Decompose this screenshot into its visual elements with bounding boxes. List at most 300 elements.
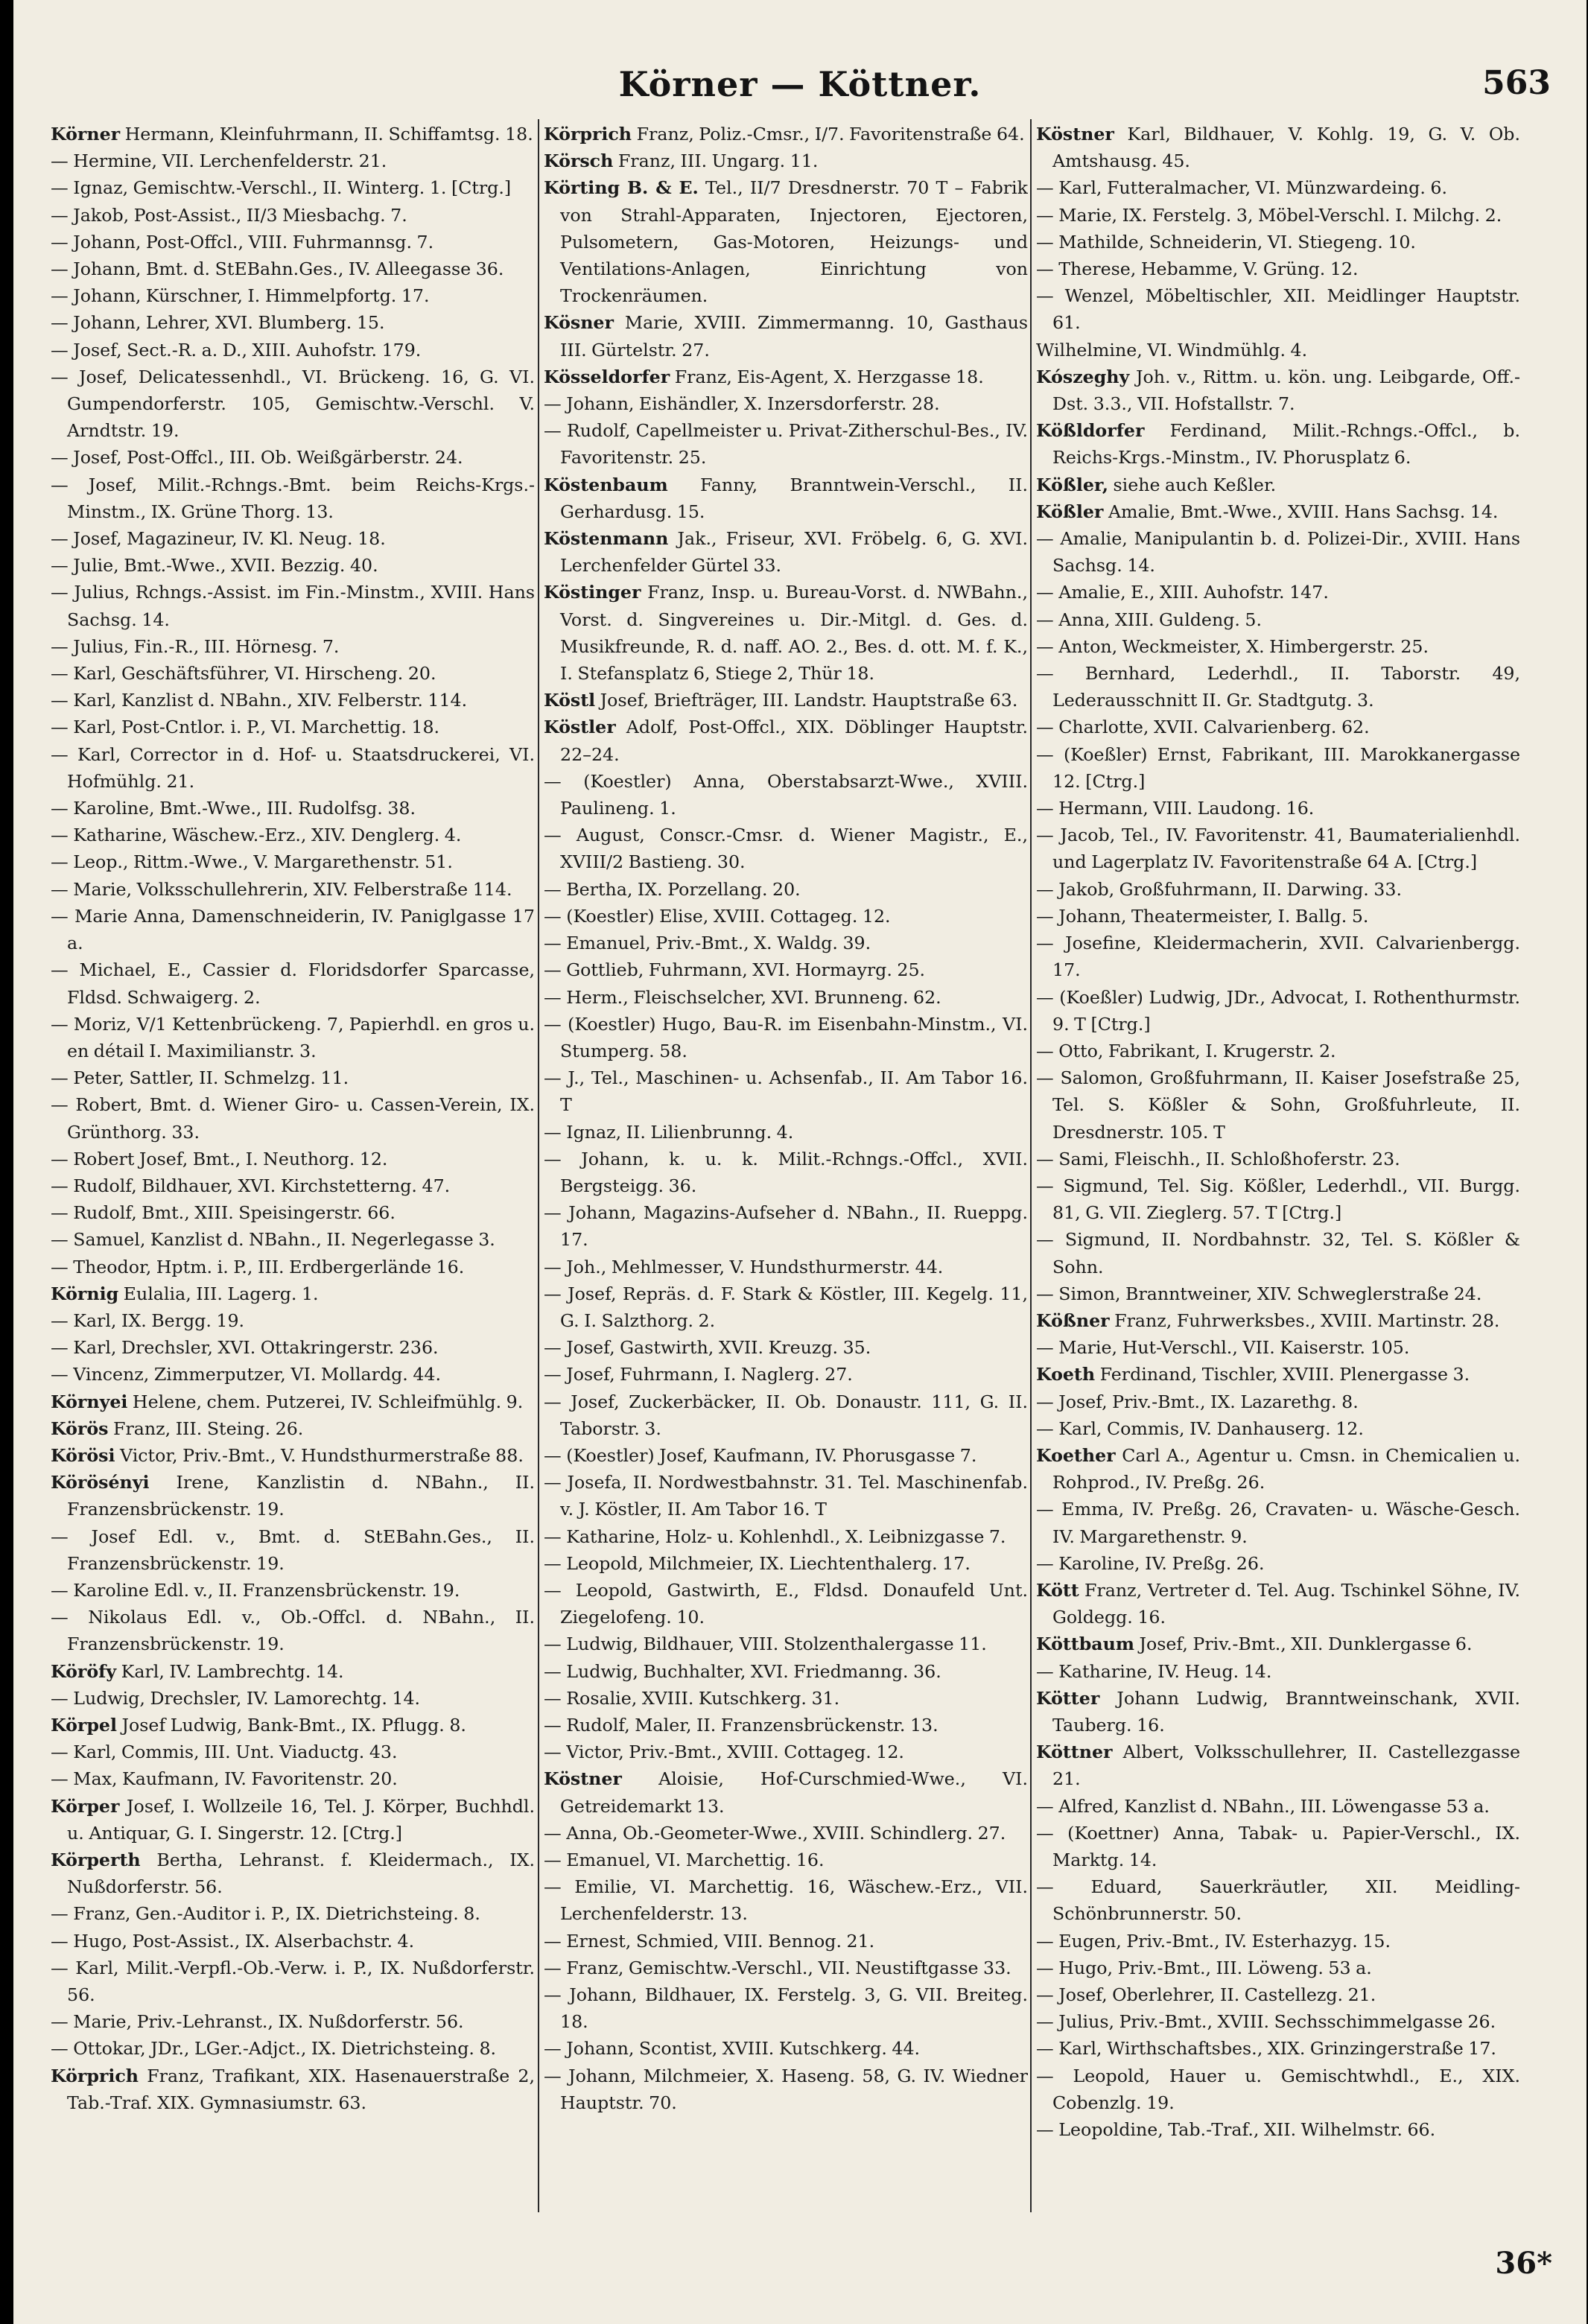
entry-text: Franz, Insp. u. Bureau-Vorst. d. NWBahn., Vorst. d. Singvereines u. Dir.-Mitgl. d. Ges. d. Musikfreunde, R. d. naff. AO. 2., Bes. d. ott. M. f. K., I. Stefansplatz 6, Stiege 2, Thür 18.	[560, 582, 1028, 685]
entry-text: — Rudolf, Maler, II. Franzensbrückenstr. 13.	[544, 1714, 938, 1736]
directory-entry	[51, 472, 535, 525]
entry-text: — Ottokar, JDr., LGer.-Adjct., IX. Dietrichsteing. 8.	[51, 2038, 497, 2060]
entry-text: — Sigmund, Tel. Sig. Kößler, Lederhdl., VII. Burgg. 81, G. VII. Zieglerg. 57. T [Ctrg.]	[1036, 1175, 1520, 1224]
entry-surname: Köstler	[544, 717, 616, 738]
entry-text: — Johann, Magazins-Aufseher d. NBahn., II. Rueppg. 17.	[544, 1202, 1028, 1251]
directory-entry	[1036, 472, 1520, 498]
entry-text: — Josef, Post-Offcl., III. Ob. Weißgärberstr. 24.	[51, 447, 463, 469]
entry-text: — Ernest, Schmied, VIII. Bennog. 21.	[544, 1930, 875, 1952]
entry-text: — Sami, Fleischh., II. Schloßhoferstr. 23.	[1036, 1148, 1400, 1169]
entry-text: — Leopold, Hauer u. Gemischtwhdl., E., XIX. Cobenzlg. 19.	[1036, 2065, 1520, 2113]
entry-text: — Karl, IX. Bergg. 19.	[51, 1309, 245, 1331]
directory-entry	[1036, 2116, 1520, 2143]
entry-text: — Bernhard, Lederhdl., II. Taborstr. 49, Lederausschnitt II. Gr. Stadtgutg. 3.	[1036, 663, 1520, 711]
directory-entry	[544, 2063, 1028, 2116]
directory-entry	[51, 822, 535, 848]
directory-entry	[544, 363, 1028, 390]
entry-surname: Körösi	[51, 1444, 115, 1466]
entry-text: Carl A., Agentur u. Cmsn. in Chemicalien u. Rohprod., IV. Preßg. 26.	[1052, 1444, 1520, 1493]
directory-entry	[544, 1011, 1028, 1064]
entry-text: Aloisie, Hof-Curschmied-Wwe., VI. Getreidemarkt 13.	[560, 1768, 1028, 1817]
entry-text: — Hermann, VIII. Laudong. 16.	[1036, 798, 1315, 819]
entry-text: — Leopoldine, Tab.-Traf., XII. Wilhelmstr. 66.	[1036, 2119, 1436, 2141]
entry-surname: Koether	[1036, 1444, 1116, 1466]
directory-entry	[544, 768, 1028, 822]
entry-text: Fanny, Branntwein-Verschl., II. Gerhardusg. 15.	[560, 474, 1028, 522]
entry-text: — (Koestler) Josef, Kaufmann, IV. Phorusgasse 7.	[544, 1444, 977, 1466]
entry-text: — Julie, Bmt.-Wwe., XVII. Bezzig. 40.	[51, 555, 378, 577]
directory-entry	[544, 1146, 1028, 1199]
entry-text: — Anton, Weckmeister, X. Himbergerstr. 25.	[1036, 635, 1429, 657]
directory-entry	[1036, 579, 1520, 606]
entry-surname: Körsch	[544, 150, 614, 172]
directory-entry	[51, 1334, 535, 1361]
entry-surname: Kött	[1036, 1579, 1079, 1601]
entry-surname: Kószeghy	[1036, 366, 1130, 387]
entry-text: — Max, Kaufmann, IV. Favoritenstr. 20.	[51, 1768, 398, 1790]
entry-text: — Karl, Milit.-Verpfl.-Ob.-Verw. i. P., IX. Nußdorferstr. 56.	[51, 1957, 535, 2006]
directory-entry	[51, 174, 535, 201]
entry-text: — Johann, Kürschner, I. Himmelpfortg. 17.	[51, 285, 430, 307]
directory-entry	[1036, 1631, 1520, 1657]
entry-text: — Josef, Delicatessenhdl., VI. Brückeng. 16, G. VI. Gumpendorferstr. 105, Gemischtw.-Verschl. V. Arndtstr. 19.	[51, 366, 535, 442]
entry-text: Wilhelmine, VI. Windmühlg. 4.	[1036, 339, 1308, 361]
directory-entry	[1036, 1820, 1520, 1873]
entry-text: — Ludwig, Buchhalter, XVI. Friedmanng. 36.	[544, 1660, 941, 1682]
entry-text: — Ludwig, Drechsler, IV. Lamorechtg. 14.	[51, 1687, 421, 1709]
entry-text: — Jakob, Post-Assist., II/3 Miesbachg. 7.	[51, 204, 407, 226]
entry-text: — Johann, Scontist, XVIII. Kutschkerg. 44.	[544, 2038, 921, 2060]
directory-entry	[544, 1847, 1028, 1873]
entry-text: — Herm., Fleischselcher, XVI. Brunneng. 62.	[544, 986, 941, 1008]
directory-entry	[544, 1334, 1028, 1361]
entry-text: Josef, Priv.-Bmt., XII. Dunklergasse 6.	[1134, 1634, 1473, 1655]
entry-surname: Köstl	[544, 690, 596, 711]
entry-text: — Bertha, IX. Porzellang. 20.	[544, 878, 801, 900]
directory-entry	[51, 1577, 535, 1604]
directory-entry	[544, 714, 1028, 767]
directory-entry	[544, 1254, 1028, 1280]
entry-text: Hermann, Kleinfuhrmann, II. Schiffamtsg. 18.	[120, 124, 533, 145]
entry-text: — Emilie, VI. Marchettig. 16, Wäschew.-Erz., VII. Lerchenfelderstr. 13.	[544, 1876, 1028, 1925]
entry-surname: Körprich	[544, 124, 632, 145]
directory-entry	[1036, 633, 1520, 660]
entry-text: Ferdinand, Milit.-Rchngs.-Offcl., b. Reichs-Krgs.-Minstm., IV. Phorusplatz 6.	[1052, 420, 1520, 469]
entry-text: — Hugo, Post-Assist., IX. Alserbachstr. 4.	[51, 1930, 415, 1952]
directory-entry	[1036, 1064, 1520, 1146]
entry-text: Josef, I. Wollzeile 16, Tel. J. Körper, Buchhdl. u. Antiquar, G. I. Singerstr. 12. [Ctrg.]	[67, 1795, 535, 1844]
entry-text: Franz, Trafikant, XIX. Hasenauerstraße 2, Tab.-Traf. XIX. Gymnasiumstr. 63.	[67, 2065, 535, 2113]
directory-entry	[51, 1146, 535, 1172]
entry-surname: Körner	[51, 124, 121, 145]
entry-text: — Therese, Hebamme, V. Grüng. 12.	[1036, 258, 1359, 280]
directory-entry	[544, 1388, 1028, 1442]
directory-entry	[51, 1900, 535, 1927]
entry-surname: Körpel	[51, 1714, 117, 1736]
directory-entry	[544, 1199, 1028, 1253]
entry-text: — Johann, Post-Offcl., VIII. Fuhrmannsg. 7.	[51, 231, 434, 253]
directory-entry	[1036, 498, 1520, 525]
entry-surname: Köstner	[544, 1768, 622, 1790]
entry-text: — Emma, IV. Preßg. 26, Cravaten- u. Wäsche-Gesch. IV. Margarethenstr. 9.	[1036, 1499, 1520, 1547]
entry-text: Karl, IV. Lambrechtg. 14.	[116, 1660, 344, 1682]
entry-text: — Nikolaus Edl. v., Ob.-Offcl. d. NBahn., II. Franzensbrückenstr. 19.	[51, 1607, 535, 1655]
entry-surname: Kösseldorfer	[544, 366, 670, 387]
entry-text: — Karl, Commis, IV. Danhauserg. 12.	[1036, 1417, 1364, 1439]
entry-surname: Körösényi	[51, 1472, 150, 1493]
directory-entry	[544, 1119, 1028, 1146]
directory-entry	[51, 795, 535, 822]
directory-entry	[1036, 1685, 1520, 1739]
entry-text: — Hermine, VII. Lerchenfelderstr. 21.	[51, 150, 387, 172]
entry-surname: Kößldorfer	[1036, 420, 1145, 442]
entry-surname: Körper	[51, 1795, 120, 1817]
directory-entry	[544, 1820, 1028, 1847]
directory-entry	[1036, 174, 1520, 201]
entry-text: — Samuel, Kanzlist d. NBahn., II. Negerlegasse 3.	[51, 1229, 495, 1251]
entry-text: Franz, III. Steing. 26.	[108, 1417, 304, 1439]
directory-entry	[1036, 1172, 1520, 1226]
entry-text: — Ignaz, II. Lilienbrunng. 4.	[544, 1121, 794, 1143]
directory-entry	[1036, 1955, 1520, 1981]
entry-text: — Rudolf, Capellmeister u. Privat-Zitherschul-Bes., IV. Favoritenstr. 25.	[544, 420, 1028, 469]
entry-text: — Robert Josef, Bmt., I. Neuthorg. 12.	[51, 1148, 388, 1169]
directory-entry	[544, 1361, 1028, 1388]
directory-entry	[1036, 2035, 1520, 2062]
directory-entry	[51, 1442, 535, 1469]
directory-entry	[1036, 255, 1520, 282]
entry-text: Josef, Briefträger, III. Landstr. Hauptstraße 63.	[595, 690, 1018, 711]
entry-text: — Simon, Branntweiner, XIV. Schweglerstraße 24.	[1036, 1283, 1482, 1304]
directory-entry	[1036, 1146, 1520, 1172]
directory-entry	[544, 1064, 1028, 1118]
directory-entry	[544, 174, 1028, 309]
directory-entry	[51, 2035, 535, 2062]
entry-text: — (Koestler) Hugo, Bau-R. im Eisenbahn-Minstm., VI. Stumperg. 58.	[544, 1013, 1028, 1061]
entry-surname: Körnig	[51, 1283, 119, 1304]
directory-entry	[51, 1847, 535, 1900]
entry-text: Bertha, Lehranst. f. Kleidermach., IX. Nußdorferstr. 56.	[67, 1850, 535, 1898]
entry-text: siehe auch Keßler.	[1108, 474, 1277, 495]
entry-surname: Környei	[51, 1391, 128, 1412]
directory-entry	[1036, 525, 1520, 579]
entry-text: Marie, XVIII. Zimmermanng. 10, Gasthaus III. Gürtelstr. 27.	[560, 312, 1028, 361]
entry-text: — (Koestler) Elise, XVIII. Cottageg. 12.	[544, 905, 891, 927]
directory-entry	[51, 282, 535, 309]
directory-entry	[1036, 1550, 1520, 1577]
directory-page	[13, 0, 1587, 2324]
directory-entry	[544, 1631, 1028, 1657]
entry-text: — Sigmund, II. Nordbahnstr. 32, Tel. S. Kößler & Sohn.	[1036, 1229, 1520, 1277]
entry-surname: Kößler	[1036, 501, 1104, 522]
entry-text: — Josef, Sect.-R. a. D., XIII. Auhofstr. 179.	[51, 339, 422, 361]
entry-text: — Josef, Fuhrmann, I. Naglerg. 27.	[544, 1364, 853, 1385]
entry-text: — Julius, Fin.-R., III. Hörnesg. 7.	[51, 635, 340, 657]
directory-entry	[51, 741, 535, 795]
directory-entry	[1036, 1658, 1520, 1685]
entry-surname: Kötter	[1036, 1687, 1100, 1709]
directory-entry	[544, 903, 1028, 930]
directory-entry	[51, 309, 535, 336]
directory-entry	[1036, 282, 1520, 336]
entry-text: Josef Ludwig, Bank-Bmt., IX. Pflugg. 8.	[116, 1714, 466, 1736]
directory-entry	[1036, 1415, 1520, 1442]
entry-text: — (Koestler) Anna, Oberstabsarzt-Wwe., XVIII. Paulineng. 1.	[544, 770, 1028, 819]
directory-entry	[544, 417, 1028, 471]
entry-surname: Köröfy	[51, 1660, 117, 1682]
entry-text: — Julius, Rchngs.-Assist. im Fin.-Minstm., XVIII. Hans Sachsg. 14.	[51, 582, 535, 630]
entry-surname: Köttner	[1036, 1742, 1113, 1763]
entry-text: — Hugo, Priv.-Bmt., III. Löweng. 53 a.	[1036, 1957, 1372, 1978]
directory-entry	[544, 1658, 1028, 1685]
directory-entry	[51, 1469, 535, 1523]
entry-text: — Josef, Priv.-Bmt., IX. Lazarethg. 8.	[1036, 1391, 1359, 1412]
directory-entry	[51, 660, 535, 687]
entry-text: — Johann, Milchmeier, X. Haseng. 58, G. IV. Wiedner Hauptstr. 70.	[544, 2065, 1028, 2113]
entry-text: — Ignaz, Gemischtw.-Verschl., II. Winterg. 1. [Ctrg.]	[51, 177, 512, 199]
entry-text: — Josef, Milit.-Rchngs.-Bmt. beim Reichs-Krgs.-Minstm., IX. Grüne Thorg. 13.	[51, 474, 535, 522]
directory-entry	[51, 1172, 535, 1199]
directory-entry	[1036, 1226, 1520, 1280]
directory-entry	[51, 202, 535, 229]
entry-text: — Joh., Mehlmesser, V. Hundsthurmerstr. 44.	[544, 1256, 944, 1277]
directory-entry	[544, 930, 1028, 956]
entry-text: Helene, chem. Putzerei, IV. Schleifmühlg. 9.	[127, 1391, 524, 1412]
directory-entry	[1036, 1388, 1520, 1415]
directory-entry	[51, 1685, 535, 1712]
directory-entry	[544, 876, 1028, 903]
entry-text: — Rudolf, Bmt., XIII. Speisingerstr. 66.	[51, 1202, 396, 1224]
directory-entry	[51, 1388, 535, 1415]
directory-entry	[51, 956, 535, 1010]
page-title: Körner — Köttner.	[618, 64, 982, 104]
entry-text: — Josef, Repräs. d. F. Stark & Köstler, III. Kegelg. 11, G. I. Salzthorg. 2.	[544, 1283, 1028, 1331]
entry-text: — Johann, Bmt. d. StEBahn.Ges., IV. Alleegasse 36.	[51, 258, 504, 280]
directory-entry	[1036, 741, 1520, 795]
entry-text: — Johann, Theatermeister, I. Ballg. 5.	[1036, 905, 1369, 927]
directory-entry	[51, 876, 535, 903]
entry-text: — Josef, Zuckerbäcker, II. Ob. Donaustr. 111, G. II. Taborstr. 3.	[544, 1391, 1028, 1439]
directory-column-2	[544, 121, 1028, 2266]
entry-text: — August, Conscr.-Cmsr. d. Wiener Magistr., E., XVIII/2 Bastieng. 30.	[544, 825, 1028, 873]
directory-entry	[51, 444, 535, 471]
entry-text: Eulalia, III. Lagerg. 1.	[118, 1283, 319, 1304]
entry-surname: Körös	[51, 1417, 109, 1439]
directory-entry	[1036, 930, 1520, 983]
entry-surname: Kösner	[544, 312, 614, 334]
entry-text: — Josefine, Kleidermacherin, XVII. Calvarienbergg. 17.	[1036, 933, 1520, 981]
entry-text: Franz, Vertreter d. Tel. Aug. Tschinkel Söhne, IV. Goldegg. 16.	[1052, 1579, 1520, 1628]
directory-entry	[544, 1685, 1028, 1712]
entry-surname: Koeth	[1036, 1364, 1096, 1385]
directory-entry	[1036, 903, 1520, 930]
entry-text: — Leopold, Milchmeier, IX. Liechtenthalerg. 17.	[544, 1552, 971, 1574]
directory-entry	[1036, 1793, 1520, 1820]
entry-text: — Katharine, Wäschew.-Erz., XIV. Denglerg. 4.	[51, 825, 462, 846]
entry-text: — Rudolf, Bildhauer, XVI. Kirchstetterng. 47.	[51, 1175, 451, 1196]
directory-entry	[544, 309, 1028, 363]
entry-text: — Leop., Rittm.-Wwe., V. Margarethenstr. 51.	[51, 851, 453, 873]
entry-surname: Köstenbaum	[544, 474, 668, 495]
directory-entry	[51, 147, 535, 174]
directory-entry	[51, 1011, 535, 1064]
entry-text: — Charlotte, XVII. Calvarienberg. 62.	[1036, 717, 1370, 738]
entry-surname: Kößner	[1036, 1309, 1110, 1331]
directory-entry	[544, 1765, 1028, 1819]
directory-entry	[1036, 795, 1520, 822]
directory-entry	[51, 687, 535, 714]
entry-text: — Karl, Kanzlist d. NBahn., XIV. Felberstr. 114.	[51, 690, 468, 711]
directory-entry	[1036, 337, 1520, 363]
entry-surname: Köttbaum	[1036, 1634, 1134, 1655]
directory-entry	[51, 848, 535, 875]
entry-text: Albert, Volksschullehrer, II. Castellezgasse 21.	[1052, 1742, 1520, 1790]
directory-entry	[544, 956, 1028, 983]
directory-entry	[51, 1955, 535, 2008]
directory-entry	[1036, 1361, 1520, 1388]
entry-text: — Marie Anna, Damenschneiderin, IV. Paniglgasse 17 a.	[51, 905, 535, 954]
directory-entry	[1036, 1307, 1520, 1334]
entry-surname: Köstenmann	[544, 528, 669, 550]
directory-entry	[544, 822, 1028, 875]
entry-text: — Eduard, Sauerkräutler, XII. Meidling-Schönbrunnerstr. 50.	[1036, 1876, 1520, 1925]
page-number: 563	[1482, 64, 1551, 102]
directory-entry	[1036, 714, 1520, 740]
directory-entry	[1036, 1873, 1520, 1927]
entry-text: Jak., Friseur, XVI. Fröbelg. 6, G. XVI. Lerchenfelder Gürtel 33.	[560, 528, 1028, 577]
entry-text: — Franz, Gen.-Auditor i. P., IX. Dietrichsteing. 8.	[51, 1903, 480, 1925]
entry-text: Franz, Fuhrwerksbes., XVIII. Martinstr. 28.	[1109, 1309, 1500, 1331]
entry-text: — (Koeßler) Ernst, Fabrikant, III. Marokkanergasse 12. [Ctrg.]	[1036, 743, 1520, 792]
entry-text: Tel., II/7 Dresdnerstr. 70 T – Fabrik von Strahl-Apparaten, Injectoren, Ejectoren, Pulsometern, Gas-Motoren, Heizungs- und Ventilations-Anlagen, Einrichtung von Trockenräumen.	[560, 177, 1028, 307]
entry-text: — Karoline, IV. Preßg. 26.	[1036, 1552, 1265, 1574]
directory-entry	[51, 337, 535, 363]
entry-text: — Johann, Bildhauer, IX. Ferstelg. 3, G. VII. Breiteg. 18.	[544, 1984, 1028, 2033]
directory-entry	[51, 1091, 535, 1145]
entry-text: — Karl, Wirthschaftsbes., XIX. Grinzingerstraße 17.	[1036, 2038, 1496, 2060]
directory-entry	[544, 147, 1028, 174]
entry-text: — Karl, Futteralmacher, VI. Münzwardeing. 6.	[1036, 177, 1447, 199]
entry-text: — (Koettner) Anna, Tabak- u. Papier-Verschl., IX. Marktg. 14.	[1036, 1822, 1520, 1870]
directory-entry	[544, 121, 1028, 147]
entry-text: Ferdinand, Tischler, XVIII. Plenergasse 3.	[1095, 1364, 1470, 1385]
entry-text: — Wenzel, Möbeltischler, XII. Meidlinger Hauptstr. 61.	[1036, 285, 1520, 334]
entry-text: — Katharine, Holz- u. Kohlenhdl., X. Leibnizgasse 7.	[544, 1525, 1006, 1547]
entry-text: — Leopold, Gastwirth, E., Fldsd. Donaufeld Unt. Ziegelofeng. 10.	[544, 1579, 1028, 1628]
entry-text: — Jacob, Tel., IV. Favoritenstr. 41, Baumaterialienhdl. und Lagerplatz IV. Favoritenstraße 64 A. [Ctrg.]	[1036, 825, 1520, 873]
directory-entry	[51, 1928, 535, 1955]
entry-text: Franz, Poliz.-Cmsr., I/7. Favoritenstraße 64.	[632, 124, 1025, 145]
entry-text: — Emanuel, Priv.-Bmt., X. Waldg. 39.	[544, 933, 871, 954]
entry-text: — Johann, Eishändler, X. Inzersdorferstr. 28.	[544, 393, 940, 415]
entry-text: — Marie, IX. Ferstelg. 3, Möbel-Verschl. I. Milchg. 2.	[1036, 204, 1502, 226]
entry-text: Johann Ludwig, Branntweinschank, XVII. Tauberg. 16.	[1052, 1687, 1520, 1736]
entry-text: — Karl, Corrector in d. Hof- u. Staatsdruckerei, VI. Hofmühlg. 21.	[51, 743, 535, 792]
directory-entry	[51, 2008, 535, 2035]
directory-entry	[544, 1955, 1028, 1981]
directory-entry	[51, 2063, 535, 2116]
entry-text: — Marie, Volksschullehrerin, XIV. Felberstraße 114.	[51, 878, 512, 900]
entry-text: — Marie, Priv.-Lehranst., IX. Nußdorferstr. 56.	[51, 2011, 464, 2033]
entry-text: — Amalie, E., XIII. Auhofstr. 147.	[1036, 582, 1329, 603]
directory-entry	[51, 903, 535, 956]
directory-entry	[1036, 822, 1520, 875]
sheet-signature: 36*	[1495, 2246, 1552, 2281]
directory-entry	[51, 1765, 535, 1792]
directory-entry	[51, 1523, 535, 1577]
directory-entry	[51, 579, 535, 632]
directory-column-1	[51, 121, 535, 2266]
directory-entry	[544, 1280, 1028, 1334]
directory-entry	[51, 229, 535, 255]
directory-entry	[544, 687, 1028, 714]
entry-text: — Anna, XIII. Guldeng. 5.	[1036, 609, 1263, 630]
directory-entry	[1036, 1981, 1520, 2008]
entry-text: — Marie, Hut-Verschl., VII. Kaiserstr. 105.	[1036, 1337, 1410, 1359]
entry-text: — Ludwig, Bildhauer, VIII. Stolzenthalergasse 11.	[544, 1634, 987, 1655]
directory-entry	[51, 121, 535, 147]
directory-entry	[51, 1415, 535, 1442]
directory-entry	[1036, 984, 1520, 1038]
directory-entry	[51, 1658, 535, 1685]
entry-text: — Mathilde, Schneiderin, VI. Stiegeng. 10.	[1036, 231, 1416, 253]
entry-text: Joh. v., Rittm. u. kön. ung. Leibgarde, Off.-Dst. 3.3., VII. Hofstallstr. 7.	[1052, 366, 1520, 415]
directory-entry	[1036, 121, 1520, 174]
directory-entry	[1036, 876, 1520, 903]
directory-entry	[51, 255, 535, 282]
entry-text: Victor, Priv.-Bmt., V. Hundsthurmerstraße 88.	[115, 1444, 524, 1466]
entry-text: — Otto, Fabrikant, I. Krugerstr. 2.	[1036, 1040, 1336, 1061]
directory-entry	[51, 552, 535, 579]
entry-text: — Amalie, Manipulantin b. d. Polizei-Dir., XVIII. Hans Sachsg. 14.	[1036, 528, 1520, 577]
entry-surname: Körting B. & E.	[544, 177, 699, 199]
directory-entry	[51, 1064, 535, 1091]
directory-entry	[1036, 202, 1520, 229]
entry-text: — Peter, Sattler, II. Schmelzg. 11.	[51, 1067, 349, 1089]
directory-entry	[544, 472, 1028, 525]
entry-text: — Josef, Oberlehrer, II. Castellezg. 21.	[1036, 1984, 1376, 2006]
column-divider	[1030, 119, 1032, 2212]
entry-text: — Karoline, Bmt.-Wwe., III. Rudolfsg. 38.	[51, 798, 416, 819]
directory-entry	[1036, 2008, 1520, 2035]
directory-entry	[51, 714, 535, 740]
directory-entry	[544, 1873, 1028, 1927]
directory-entry	[544, 1523, 1028, 1550]
entry-text: — Johann, Lehrer, XVI. Blumberg. 15.	[51, 312, 385, 334]
directory-entry	[544, 1442, 1028, 1469]
entry-text: — Emanuel, VI. Marchettig. 16.	[544, 1850, 825, 1870]
entry-text: — Karl, Commis, III. Unt. Viaductg. 43.	[51, 1742, 398, 1763]
directory-entry	[544, 2035, 1028, 2062]
directory-entry	[51, 633, 535, 660]
entry-text: — (Koeßler) Ludwig, JDr., Advocat, I. Rothenthurmstr. 9. T [Ctrg.]	[1036, 986, 1520, 1035]
directory-entry	[51, 1712, 535, 1739]
entry-text: — Karl, Post-Cntlor. i. P., VI. Marchettig. 18.	[51, 717, 440, 738]
entry-text: — Vincenz, Zimmerputzer, VI. Mollardg. 44.	[51, 1364, 442, 1385]
directory-entry	[51, 1254, 535, 1280]
directory-entry	[51, 1739, 535, 1765]
entry-text: — Robert, Bmt. d. Wiener Giro- u. Cassen-Verein, IX. Grünthorg. 33.	[51, 1094, 535, 1143]
directory-entry	[1036, 1442, 1520, 1496]
entry-text: Amalie, Bmt.-Wwe., XVIII. Hans Sachsg. 14.	[1103, 501, 1499, 522]
entry-text: Franz, III. Ungarg. 11.	[613, 150, 819, 172]
directory-entry	[51, 1361, 535, 1388]
entry-text: — Victor, Priv.-Bmt., XVIII. Cottageg. 12.	[544, 1742, 904, 1763]
entry-text: — Michael, E., Cassier d. Floridsdorfer Sparcasse, Fldsd. Schwaigerg. 2.	[51, 959, 535, 1008]
entry-text: — Josef, Magazineur, IV. Kl. Neug. 18.	[51, 528, 386, 550]
entry-text: — Salomon, Großfuhrmann, II. Kaiser Josefstraße 25, Tel. S. Kößler & Sohn, Großfuhrleute, II. Dresdnerstr. 105. T	[1036, 1067, 1520, 1143]
directory-entry	[544, 1928, 1028, 1955]
